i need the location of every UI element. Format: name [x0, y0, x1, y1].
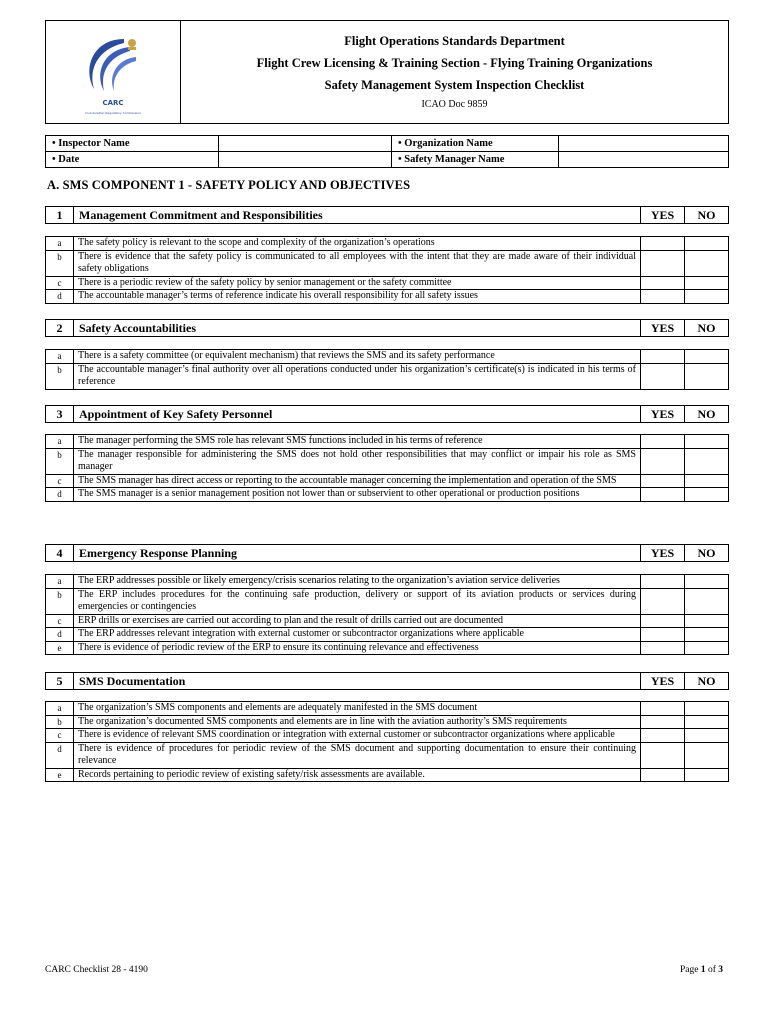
yes-checkbox-cell[interactable]: [641, 435, 685, 449]
item-text: There is evidence of periodic review of the ERP to ensure its continuing relevance and effectiveness: [74, 641, 641, 655]
yes-column-header: YES: [641, 207, 685, 224]
yes-checkbox-cell[interactable]: [641, 614, 685, 628]
no-checkbox-cell[interactable]: [685, 250, 729, 276]
item-text: The ERP addresses relevant integration with external customer or subcontractor organizations where applicable: [74, 628, 641, 642]
no-column-header: NO: [685, 207, 729, 224]
yes-column-header: YES: [641, 545, 685, 562]
department-name: Flight Operations Standards Department: [344, 34, 565, 48]
carc-logo-mark: [80, 33, 146, 111]
item-letter: e: [46, 768, 74, 782]
item-text: There is evidence of procedures for periodic review of the SMS document and supporting documentation to ensure their continuing relevance: [74, 742, 641, 768]
yes-checkbox-cell[interactable]: [641, 448, 685, 474]
organization-name-label: • Organization Name: [392, 136, 559, 152]
no-checkbox-cell[interactable]: [685, 588, 729, 614]
yes-checkbox-cell[interactable]: [641, 474, 685, 488]
group-header: [45, 206, 729, 224]
item-text: The SMS manager is a senior management position not lower than or subservient to other operational or production positions: [74, 488, 641, 502]
footer-page-number: [680, 965, 723, 975]
checklist-row: [46, 768, 729, 782]
checklist-row: [46, 435, 729, 449]
section-heading: A. SMS COMPONENT 1 - SAFETY POLICY AND OBJECTIVES: [47, 178, 411, 192]
no-checkbox-cell[interactable]: [685, 628, 729, 642]
item-letter: e: [46, 641, 74, 655]
no-checkbox-cell[interactable]: [685, 276, 729, 290]
item-letter: d: [46, 742, 74, 768]
group-title: Appointment of Key Safety Personnel: [74, 406, 641, 423]
item-letter: b: [46, 250, 74, 276]
checklist-row: [46, 614, 729, 628]
no-checkbox-cell[interactable]: [685, 729, 729, 743]
group-header: [45, 319, 729, 337]
header-text-cell: [181, 21, 729, 124]
yes-checkbox-cell[interactable]: [641, 768, 685, 782]
yes-checkbox-cell[interactable]: [641, 276, 685, 290]
yes-checkbox-cell[interactable]: [641, 715, 685, 729]
checklist-row: [46, 715, 729, 729]
item-letter: a: [46, 702, 74, 716]
item-text: ERP drills or exercises are carried out according to plan and the result of drills carried out are documented: [74, 614, 641, 628]
item-text: The manager performing the SMS role has relevant SMS functions included in his terms of reference: [74, 435, 641, 449]
yes-checkbox-cell[interactable]: [641, 742, 685, 768]
item-text: The ERP addresses possible or likely emergency/crisis scenarios relating to the organization’s aviation service deliveries: [74, 575, 641, 589]
page-current: 1: [700, 965, 706, 975]
yes-column-header: YES: [641, 673, 685, 690]
item-letter: c: [46, 276, 74, 290]
no-checkbox-cell[interactable]: [685, 448, 729, 474]
no-checkbox-cell[interactable]: [685, 702, 729, 716]
doc-reference: ICAO Doc 9859: [421, 99, 488, 110]
item-text: The accountable manager’s final authority over all operations conducted under his organization’s certificate(s) is indicated in his terms of reference: [74, 363, 641, 389]
item-letter: b: [46, 363, 74, 389]
no-checkbox-cell[interactable]: [685, 350, 729, 364]
checklist-row: [46, 628, 729, 642]
date-field[interactable]: [219, 152, 392, 168]
checklist-row: [46, 237, 729, 251]
group-header: [45, 405, 729, 423]
checklist-row: [46, 641, 729, 655]
inspection-info-table: [45, 135, 729, 168]
yes-checkbox-cell[interactable]: [641, 363, 685, 389]
carc-logo: [46, 21, 180, 123]
item-text: Records pertaining to periodic review of existing safety/risk assessments are available.: [74, 768, 641, 782]
item-letter: c: [46, 614, 74, 628]
group-title: Emergency Response Planning: [74, 545, 641, 562]
yes-checkbox-cell[interactable]: [641, 575, 685, 589]
no-column-header: NO: [685, 406, 729, 423]
yes-checkbox-cell[interactable]: [641, 250, 685, 276]
document-header: [45, 20, 729, 124]
footer-checklist-id: CARC Checklist 28 - 4190: [45, 965, 148, 975]
checklist-row: [46, 742, 729, 768]
organization-name-field[interactable]: [559, 136, 729, 152]
checklist-items-table: [45, 236, 729, 304]
checklist-items-table: [45, 434, 729, 502]
no-checkbox-cell[interactable]: [685, 435, 729, 449]
group-number: 2: [46, 320, 74, 337]
item-text: There is evidence that the safety policy is communicated to all employees with the intent that they are made aware of their individual safety obligations: [74, 250, 641, 276]
checklist-row: [46, 290, 729, 304]
no-checkbox-cell[interactable]: [685, 641, 729, 655]
checklist-row: [46, 588, 729, 614]
no-checkbox-cell[interactable]: [685, 614, 729, 628]
checklist-items-table: [45, 574, 729, 655]
no-checkbox-cell[interactable]: [685, 474, 729, 488]
inspector-name-label: • Inspector Name: [46, 136, 219, 152]
no-checkbox-cell[interactable]: [685, 363, 729, 389]
no-checkbox-cell[interactable]: [685, 237, 729, 251]
checklist-row: [46, 702, 729, 716]
checklist-row: [46, 448, 729, 474]
item-text: The organization’s documented SMS components and elements are in line with the aviation authority’s SMS requirements: [74, 715, 641, 729]
checklist-row: [46, 276, 729, 290]
yes-checkbox-cell[interactable]: [641, 488, 685, 502]
yes-checkbox-cell[interactable]: [641, 588, 685, 614]
yes-checkbox-cell[interactable]: [641, 350, 685, 364]
yes-column-header: YES: [641, 406, 685, 423]
no-checkbox-cell[interactable]: [685, 715, 729, 729]
item-text: The manager responsible for administering the SMS does not hold other responsibilities that may conflict or impair his role as SMS manager: [74, 448, 641, 474]
yes-checkbox-cell[interactable]: [641, 237, 685, 251]
no-checkbox-cell[interactable]: [685, 575, 729, 589]
logo-cell: [46, 21, 181, 124]
group-number: 1: [46, 207, 74, 224]
item-text: There is evidence of relevant SMS coordination or integration with external customer or subcontractor organizations where applicable: [74, 729, 641, 743]
no-column-header: NO: [685, 320, 729, 337]
item-letter: a: [46, 435, 74, 449]
safety-manager-name-label: • Safety Manager Name: [392, 152, 559, 168]
no-checkbox-cell[interactable]: [685, 488, 729, 502]
page-of: of: [707, 965, 716, 975]
yes-checkbox-cell[interactable]: [641, 290, 685, 304]
item-letter: b: [46, 448, 74, 474]
no-checkbox-cell[interactable]: [685, 742, 729, 768]
item-letter: d: [46, 290, 74, 304]
checklist-row: [46, 250, 729, 276]
page-total: 3: [718, 965, 723, 975]
yes-checkbox-cell[interactable]: [641, 641, 685, 655]
group-title: SMS Documentation: [74, 673, 641, 690]
checklist-row: [46, 488, 729, 502]
safety-manager-name-field[interactable]: [559, 152, 729, 168]
group-header: [45, 544, 729, 562]
no-column-header: NO: [685, 545, 729, 562]
item-text: The ERP includes procedures for the continuing safe production, delivery or support of its aviation products or services during emergencies or contingencies: [74, 588, 641, 614]
group-header: [45, 672, 729, 690]
inspector-name-field[interactable]: [219, 136, 392, 152]
checklist-items-table: [45, 349, 729, 390]
document-title: Safety Management System Inspection Checklist: [324, 78, 585, 92]
item-text: There is a periodic review of the safety policy by senior management or the safety committee: [74, 276, 641, 290]
group-number: 3: [46, 406, 74, 423]
item-letter: c: [46, 729, 74, 743]
item-text: The SMS manager has direct access or reporting to the accountable manager concerning the implementation and operation of the SMS: [74, 474, 641, 488]
no-column-header: NO: [685, 673, 729, 690]
item-letter: a: [46, 575, 74, 589]
logo-tagline: Civil Aviation Regulatory Commission: [85, 111, 141, 115]
item-letter: c: [46, 474, 74, 488]
item-text: The organization’s SMS components and elements are adequately manifested in the SMS document: [74, 702, 641, 716]
item-letter: d: [46, 628, 74, 642]
checklist-row: [46, 729, 729, 743]
logo-text: CARC: [102, 99, 124, 107]
item-text: The accountable manager’s terms of reference indicate his overall responsibility for all safety issues: [74, 290, 641, 304]
checklist-items-table: [45, 701, 729, 782]
no-checkbox-cell[interactable]: [685, 290, 729, 304]
item-letter: b: [46, 715, 74, 729]
no-checkbox-cell[interactable]: [685, 768, 729, 782]
group-title: Safety Accountabilities: [74, 320, 641, 337]
item-text: The safety policy is relevant to the scope and complexity of the organization’s operations: [74, 237, 641, 251]
date-label: • Date: [46, 152, 219, 168]
item-letter: b: [46, 588, 74, 614]
checklist-row: [46, 363, 729, 389]
page-word: Page: [679, 965, 699, 975]
yes-column-header: YES: [641, 320, 685, 337]
checklist-row: [46, 575, 729, 589]
yes-checkbox-cell[interactable]: [641, 628, 685, 642]
group-number: 5: [46, 673, 74, 690]
item-letter: d: [46, 488, 74, 502]
item-letter: a: [46, 350, 74, 364]
yes-checkbox-cell[interactable]: [641, 729, 685, 743]
group-title: Management Commitment and Responsibilities: [74, 207, 641, 224]
section-name: Flight Crew Licensing & Training Section - Flying Training Organizations: [256, 56, 653, 70]
checklist-row: [46, 474, 729, 488]
checklist-row: [46, 350, 729, 364]
group-number: 4: [46, 545, 74, 562]
item-text: There is a safety committee (or equivalent mechanism) that reviews the SMS and its safety performance: [74, 350, 641, 364]
yes-checkbox-cell[interactable]: [641, 702, 685, 716]
item-letter: a: [46, 237, 74, 251]
